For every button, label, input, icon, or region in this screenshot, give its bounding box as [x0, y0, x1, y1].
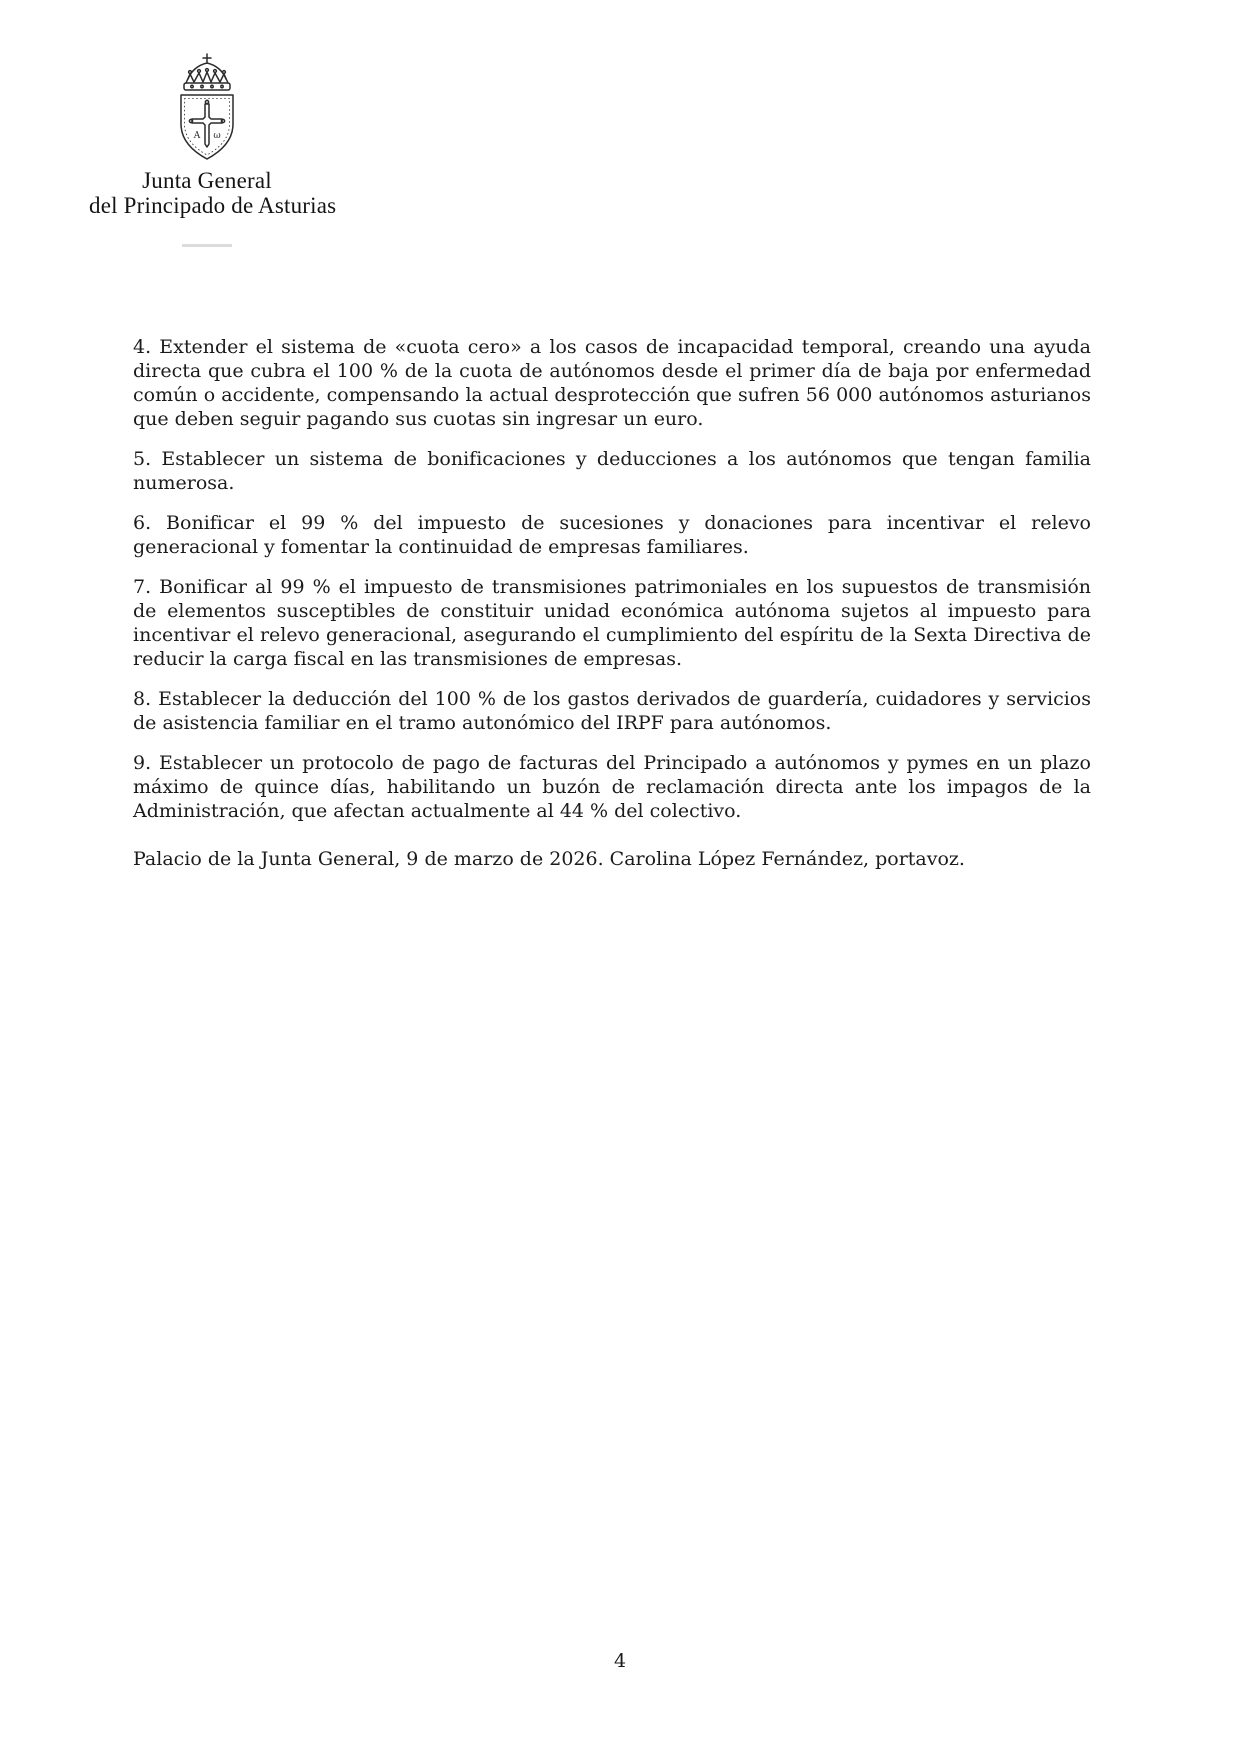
letterhead	[89, 52, 337, 247]
paragraph-item-9: 9. Establecer un protocolo de pago de facturas del Principado a autónomos y pymes en un plazo máximo de quince días, habilitando un buzón de reclamación directa ante los impagos de la Administración, que afectan actualmente al 44 % del colectivo.	[133, 752, 1091, 822]
page-footer	[0, 1650, 1240, 1672]
paragraph-item-7: 7. Bonificar al 99 % el impuesto de transmisiones patrimoniales en los supuestos de transmisión de elementos susceptibles de constituir unidad económica autónoma sujetos al impuesto para incentivar el relevo generacional, asegurando el cumplimiento del espíritu de la Sexta Directiva de reducir la carga fiscal en las transmisiones de empresas.	[133, 576, 1091, 670]
org-name-line1: Junta General	[142, 168, 272, 193]
paragraph-item-8: 8. Establecer la deducción del 100 % de los gastos derivados de guardería, cuidadores y servicios de asistencia familiar en el tramo autonómico del IRPF para autónomos.	[133, 688, 1091, 734]
svg-text:ω: ω	[213, 131, 221, 141]
header-divider	[182, 244, 232, 247]
document-body	[133, 335, 1091, 887]
org-name	[89, 168, 337, 218]
paragraph-item-5: 5. Establecer un sistema de bonificaciones y deducciones a los autónomos que tengan familia numerosa.	[133, 448, 1091, 494]
paragraph-item-6: 6. Bonificar el 99 % del impuesto de sucesiones y donaciones para incentivar el relevo generacional y fomentar la continuidad de empresas familiares.	[133, 512, 1091, 558]
closing-line: Palacio de la Junta General, 9 de marzo de 2026. Carolina López Fernández, portavoz.	[133, 848, 965, 870]
page-number: 4	[613, 1650, 627, 1672]
paragraph-item-4: 4. Extender el sistema de «cuota cero» a los casos de incapacidad temporal, creando una ayuda directa que cubra el 100 % de la cuota de autónomos desde el primer día de baja por enfermedad común o accidente, compensando la actual desprotección que sufren 56 000 autónomos asturianos que deben seguir pagando sus cuotas sin ingresar un euro.	[133, 336, 1091, 430]
svg-text:A: A	[193, 131, 201, 141]
asturias-coat-of-arms-icon	[171, 52, 243, 164]
org-name-line2: del Principado de Asturias	[89, 193, 337, 218]
